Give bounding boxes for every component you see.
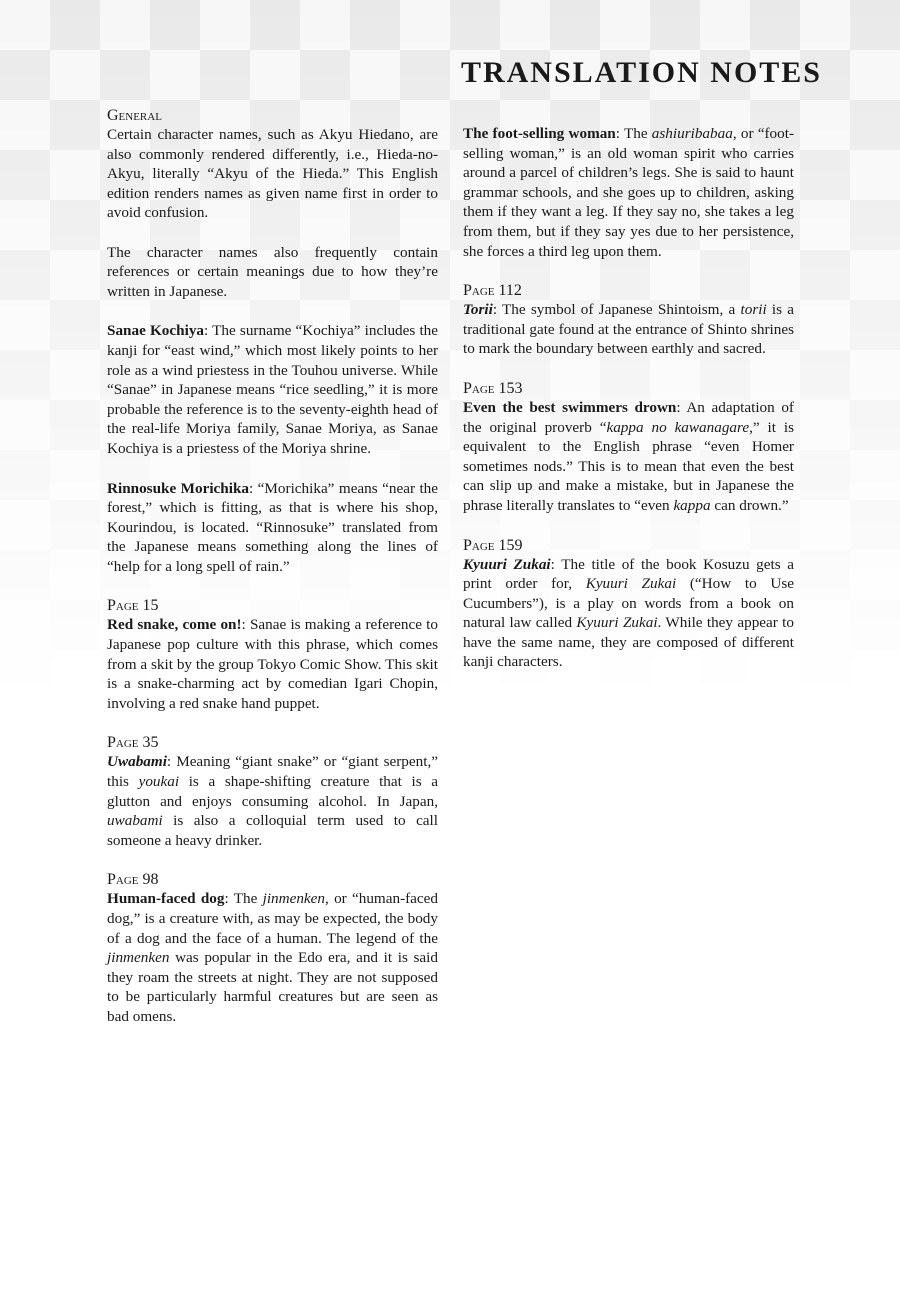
- section-heading-page-15: Page 15: [107, 597, 159, 615]
- note-text: (“How to Use Cucumbers”), is a play on words from a book on natural law called: [463, 575, 794, 632]
- italic-word: jinmenken: [262, 890, 326, 908]
- note-term: Kyuuri Zukai: [463, 555, 551, 573]
- section-heading-page-112: Page 112: [463, 282, 522, 300]
- note-body: [107, 752, 438, 850]
- note-body: [463, 398, 794, 516]
- note-term: Even the best swimmers drown: [463, 398, 677, 416]
- note-page-15: [107, 596, 438, 713]
- italic-word: jinmenken: [107, 949, 170, 967]
- note-body: [463, 300, 794, 359]
- note-sanae-kochiya: [107, 321, 438, 458]
- note-text: : An adaptation of the original proverb “: [463, 398, 794, 436]
- right-column: [463, 124, 794, 692]
- note-term: Sanae Kochiya: [107, 322, 205, 340]
- note-term: Rinnosuke Morichika: [107, 479, 250, 497]
- section-heading-general: General: [107, 107, 162, 124]
- note-body: [463, 555, 794, 673]
- note-text: : The surname “Kochiya” includes the kanji for “east wind,” which most likely points to her role as a wind priestess in the Touhou universe. While “Sanae” in Japanese means “rice seedling,” it is more probable the reference is to the seventy-eighth head of the real-life Moriya family, Sanae Moriya, as Sanae Kochiya is a priestess of the Moriya shrine.: [107, 322, 439, 457]
- note-text: : The symbol of Japanese Shintoism, a: [492, 301, 741, 319]
- note-text: : “Morichika” means “near the forest,” which is fitting, as that is where his shop, Kourindou, is located. “Rinnosuke” translated from the Japanese means something along the lines of “help for a long spell of rain.”: [107, 479, 438, 575]
- note-text: is a shape-shifting creature that is a glutton and enjoys consuming alcohol. In Japan,: [107, 773, 439, 810]
- note-term: Red snake, come on!: [107, 616, 242, 634]
- page-title: TRANSLATION NOTES: [460, 56, 822, 89]
- italic-word: Kyuuri Zukai: [576, 614, 658, 632]
- italic-word: torii: [740, 301, 767, 319]
- note-page-35: [107, 733, 438, 850]
- note-term: Torii: [463, 301, 493, 319]
- note-text: was popular in the Edo era, and it is said they roam the streets at night. They are not supposed to be particularly harmful creatures but are seen as bad omens.: [107, 949, 438, 1025]
- note-text: can drown.”: [710, 496, 789, 514]
- note-text: : The title of the book Kosuzu gets a print order for,: [463, 555, 794, 593]
- note-body: [107, 321, 438, 458]
- italic-word: kappa: [673, 496, 711, 514]
- general-paragraph-2: The character names also frequently contain references or certain meanings due to how they’re written in Japanese.: [107, 243, 438, 300]
- italic-word: kappa no kawanagare: [606, 418, 750, 436]
- general-paragraph-1: Certain character names, such as Akyu Hiedano, are also commonly rendered differently, i.e., Hieda-no-Akyu, literally “Akyu of the Hieda.” This English edition renders names as given name first in order to avoid confusion.: [107, 126, 438, 222]
- note-text: : Sanae is making a reference to Japanese pop culture with this phrase, which comes from a skit by the group Tokyo Comic Show. This skit is a snake-charming act by comedian Igari Chopin, involving a red snake hand puppet.: [107, 616, 438, 712]
- section-heading-page-98: Page 98: [107, 871, 159, 889]
- note-text: , or “human-faced dog,” is a creature with, as may be expected, the body of a dog and the face of a human. The legend of the: [107, 890, 438, 947]
- note-body: [107, 479, 438, 577]
- note-text: : The: [615, 125, 652, 142]
- note-text: : Meaning “giant snake” or “giant serpent,” this: [107, 753, 438, 791]
- note-body: [107, 889, 438, 1026]
- italic-word: ashiuribabaa: [651, 125, 733, 142]
- italic-word: uwabami: [107, 812, 163, 830]
- note-body: [107, 615, 438, 713]
- note-page-98: [107, 870, 438, 1026]
- note-term: Uwabami: [107, 753, 167, 771]
- note-text: is also a colloquial term used to call someone a heavy drinker.: [107, 812, 438, 849]
- note-page-153: [463, 379, 794, 516]
- note-text: ,” it is equivalent to the English phrase “even Homer sometimes nods.” This is to mean that even the best can slip up and make a mistake, but in Japanese the phrase literally translates to “even: [463, 418, 794, 514]
- left-column: [107, 106, 438, 1047]
- note-text: . While they appear to have the same name, they are composed of different kanji characters.: [463, 614, 794, 671]
- note-text: : The: [224, 890, 263, 908]
- section-heading-page-159: Page 159: [463, 536, 523, 554]
- note-term: Human-faced dog: [107, 890, 225, 908]
- note-page-159: [463, 536, 794, 673]
- note-body: [463, 124, 794, 261]
- note-text: is a traditional gate found at the entrance of Shinto shrines to mark the boundary between earthly and sacred.: [463, 301, 795, 358]
- note-rinnosuke-morichika: [107, 479, 438, 577]
- note-text: , or “foot-selling woman,” is an old woman spirit who carries around a parcel of children’s legs. She is said to haunt grammar schools, and she goes up to children, asking them if they want a leg. If they say no, she takes a leg from them, but if they say yes due to her persistence, she forces a third leg upon them.: [463, 125, 794, 260]
- section-heading-page-153: Page 153: [463, 379, 523, 397]
- note-general: [107, 106, 438, 301]
- italic-word: youkai: [138, 773, 180, 791]
- note-foot-selling-woman: [463, 124, 794, 261]
- note-term: The foot-selling woman: [463, 125, 616, 142]
- section-heading-page-35: Page 35: [107, 734, 159, 752]
- italic-word: Kyuuri Zukai: [585, 575, 677, 593]
- note-page-112: [463, 281, 794, 359]
